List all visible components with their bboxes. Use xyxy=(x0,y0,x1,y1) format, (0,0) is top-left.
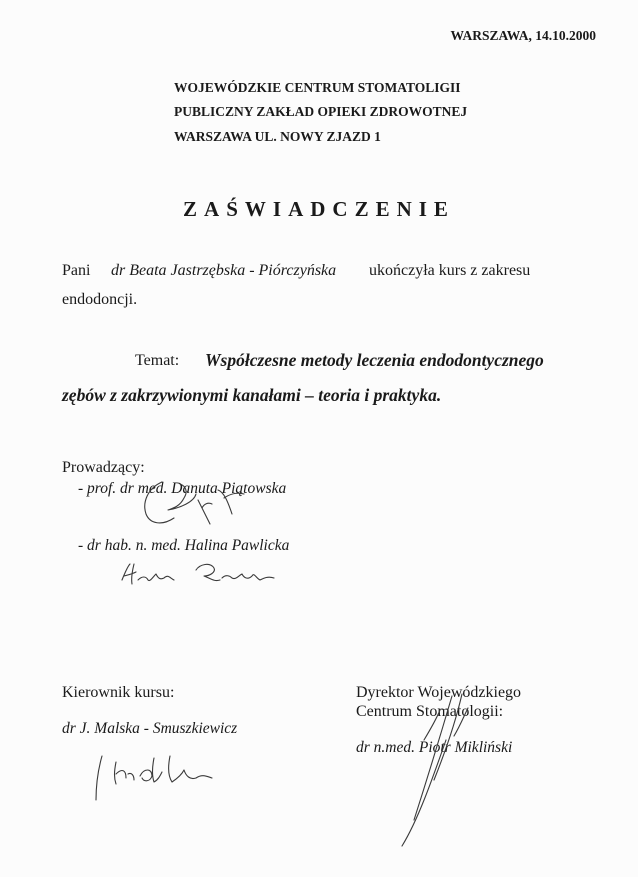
recipient-name: dr Beata Jastrzębska - Piórczyńska xyxy=(111,262,337,279)
signature-director xyxy=(390,690,480,850)
lecturer-1: - prof. dr med. Danuta Piątowska xyxy=(78,480,287,497)
salutation: Pani xyxy=(62,262,91,279)
lecturer-2: - dr hab. n. med. Halina Pawlicka xyxy=(78,537,290,554)
topic-line-1: Współczesne metody leczenia endodontycznego xyxy=(205,350,544,370)
statement-text-line-1: ukończyła kurs z zakresu xyxy=(369,262,531,279)
course-manager-name: dr J. Malska - Smuszkiewicz xyxy=(62,720,238,737)
director-label-line-2: Centrum Stomatologii: xyxy=(356,703,504,720)
institution-line-1: WOJEWÓDZKIE CENTRUM STOMATOLIGII xyxy=(174,80,461,95)
course-manager-label: Kierownik kursu: xyxy=(62,684,175,701)
signature-lecturer-1 xyxy=(140,478,260,530)
statement-text-line-2: endodoncji. xyxy=(62,291,138,308)
director-label-line-1: Dyrektor Wojewódzkiego xyxy=(356,684,522,701)
signature-lecturer-2 xyxy=(118,560,288,590)
document-title: ZAŚWIADCZENIE xyxy=(183,197,455,221)
institution-line-2: PUBLICZNY ZAKŁAD OPIEKI ZDROWOTNEJ xyxy=(174,104,468,119)
signature-course-manager xyxy=(88,748,238,804)
institution-line-3: WARSZAWA UL. NOWY ZJAZD 1 xyxy=(174,129,381,144)
lecturers-label: Prowadzący: xyxy=(62,459,145,476)
topic-label: Temat: xyxy=(135,352,180,369)
director-name: dr n.med. Piotr Mikliński xyxy=(356,739,513,756)
date-line: WARSZAWA, 14.10.2000 xyxy=(450,28,596,43)
topic-line-2: zębów z zakrzywionymi kanałami – teoria i praktyka. xyxy=(62,385,442,405)
